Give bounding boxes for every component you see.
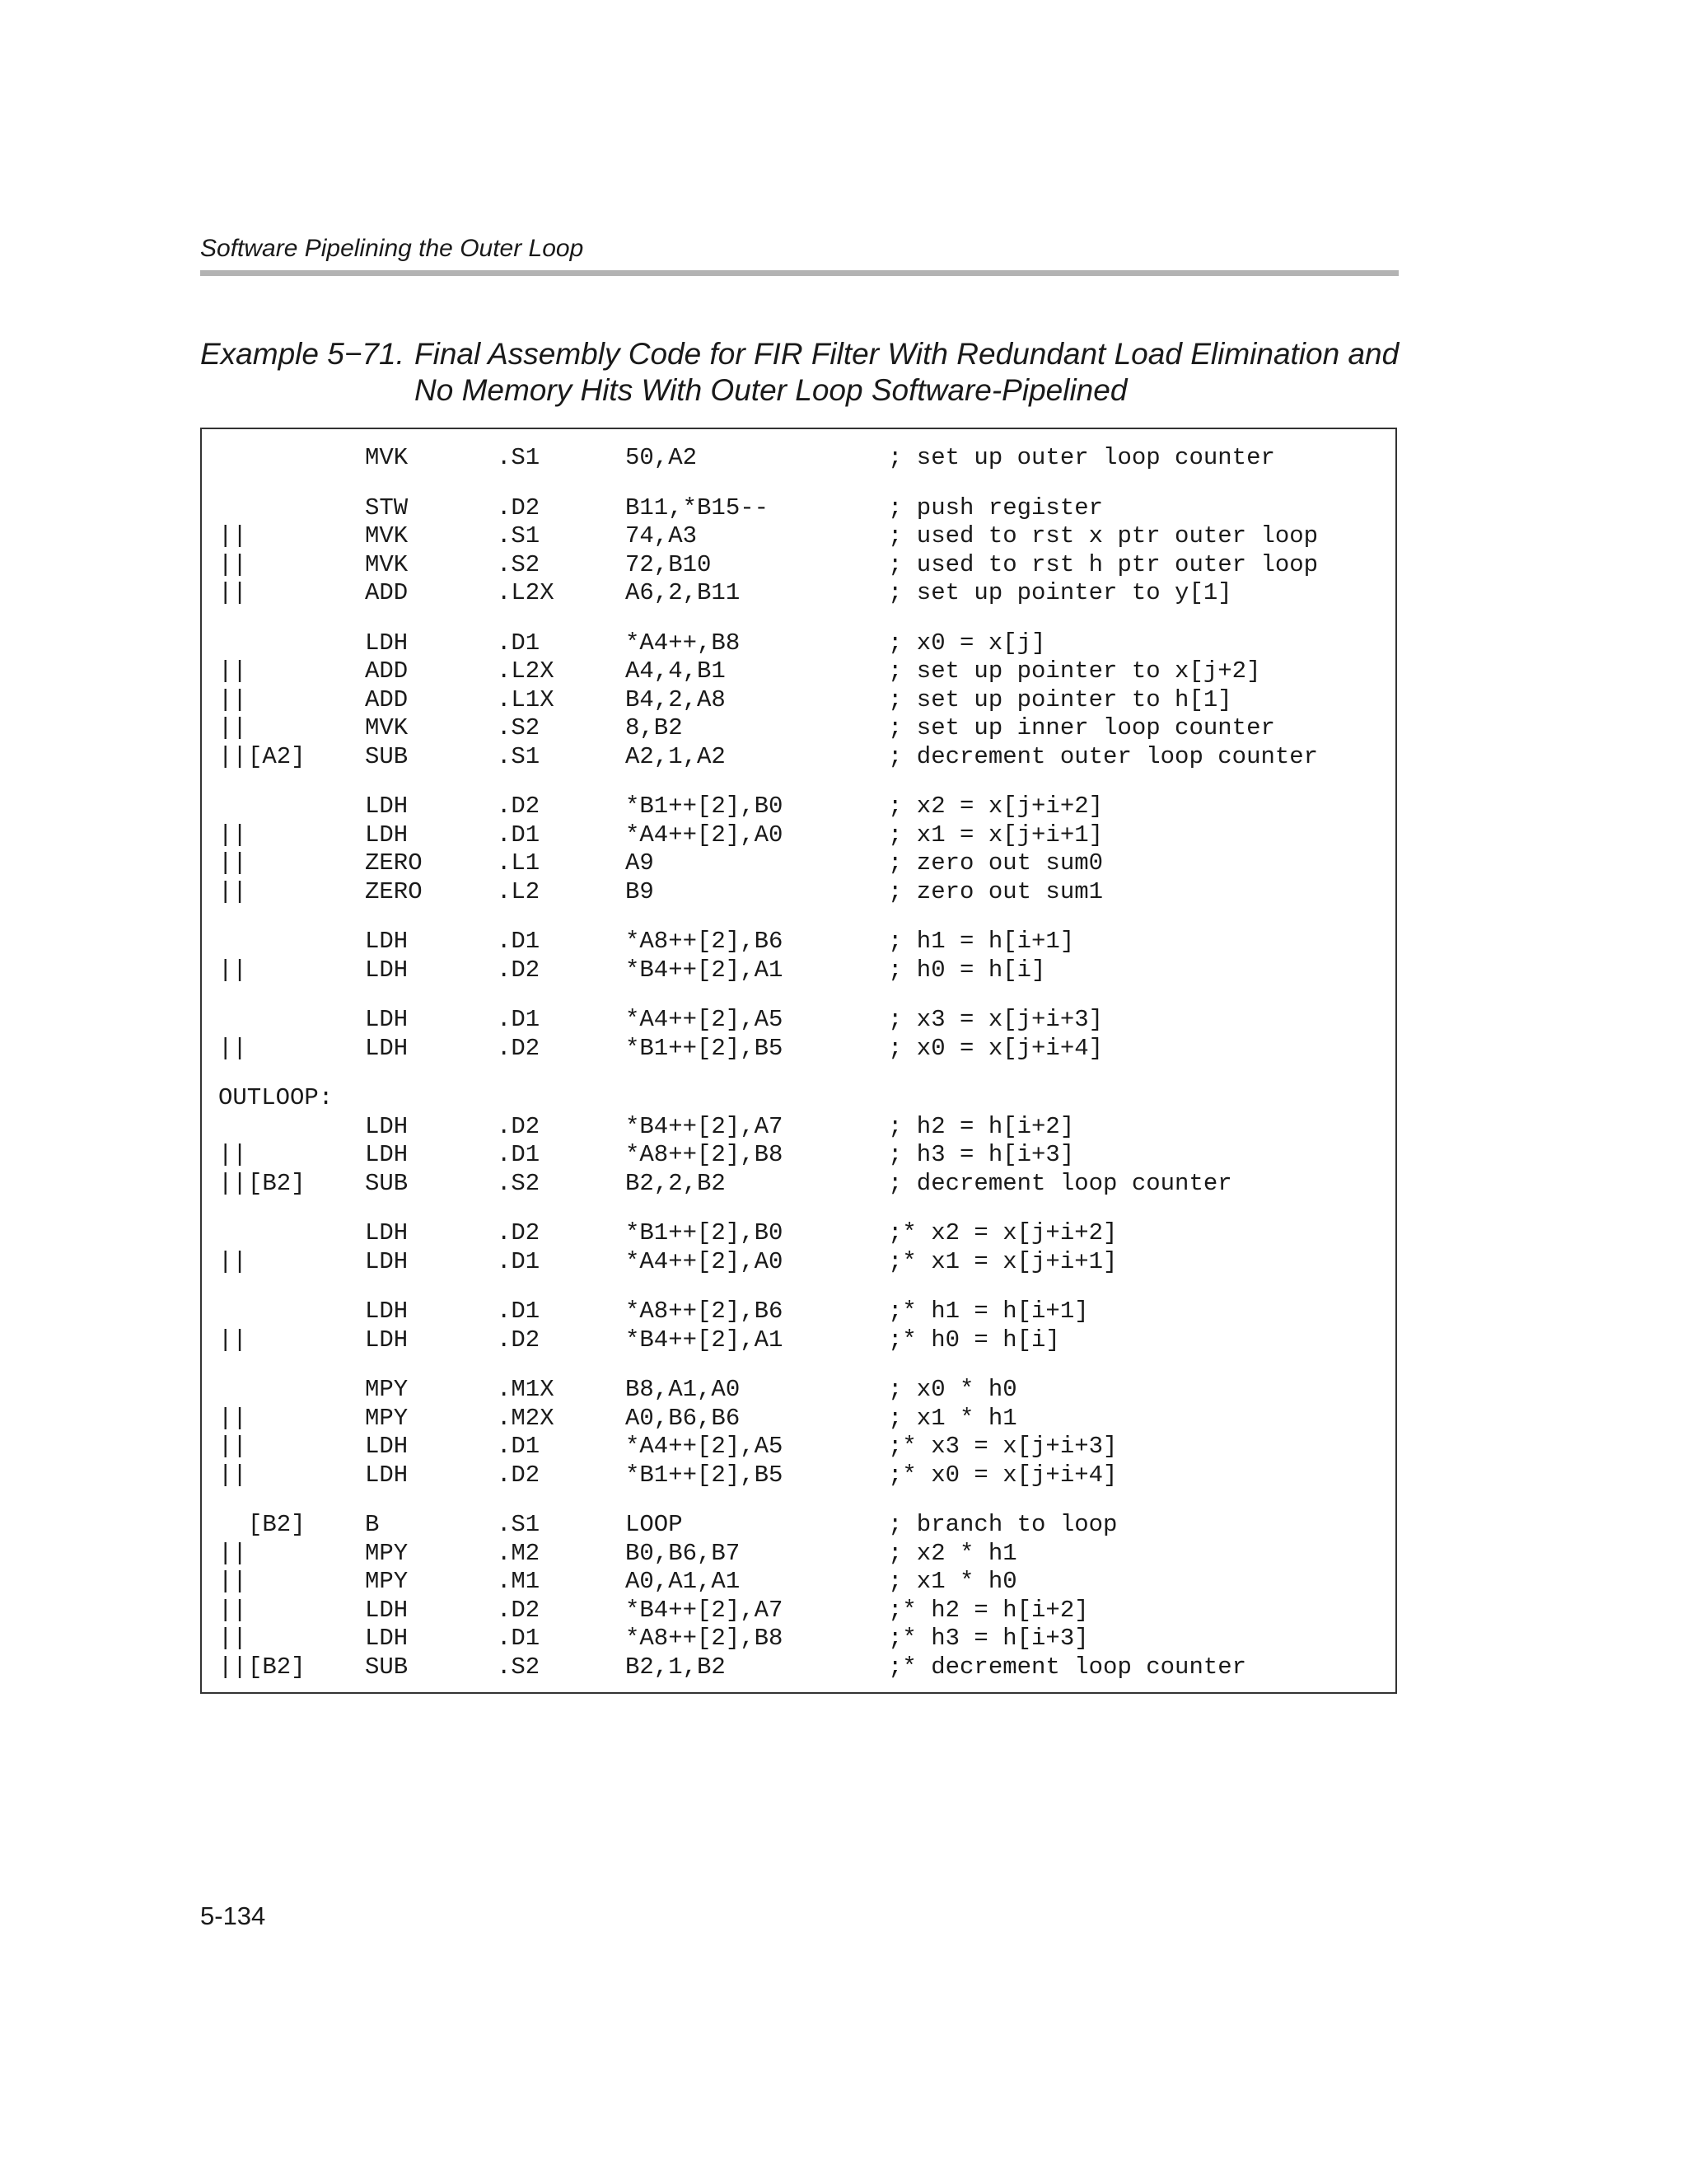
operands: LOOP <box>625 1511 683 1538</box>
code-comment: ; x1 * h0 <box>888 1568 1017 1595</box>
code-comment: ;* decrement loop counter <box>888 1653 1247 1681</box>
parallel-bars: || <box>218 1653 247 1681</box>
parallel-bars: || <box>218 1433 247 1460</box>
operands: A9 <box>625 849 654 877</box>
functional-unit: .D1 <box>497 1006 540 1033</box>
functional-unit: .M2X <box>497 1404 554 1432</box>
operands: B11,*B15-- <box>625 493 769 521</box>
instruction-mnemonic: ADD <box>365 579 409 606</box>
functional-unit: .D2 <box>497 956 540 984</box>
code-comment: ; h0 = h[i] <box>888 956 1046 984</box>
code-comment: ; set up pointer to x[j+2] <box>888 657 1261 685</box>
operands: *A4++[2],A0 <box>625 821 783 849</box>
operands: *B4++[2],A7 <box>625 1596 783 1624</box>
parallel-bars: || <box>218 579 247 606</box>
instruction-mnemonic: LDH <box>365 1247 409 1275</box>
code-comment: ; x1 * h1 <box>888 1404 1017 1432</box>
instruction-mnemonic: LDH <box>365 1219 409 1246</box>
instruction-mnemonic: MVK <box>365 714 409 741</box>
operands: *B1++[2],B0 <box>625 1219 783 1246</box>
code-comment: ; used to rst h ptr outer loop <box>888 550 1319 578</box>
functional-unit: .D2 <box>497 1596 540 1624</box>
code-comment: ;* h3 = h[i+3] <box>888 1625 1089 1652</box>
condition-register: [B2] <box>248 1169 306 1197</box>
functional-unit: .D2 <box>497 493 540 521</box>
functional-unit: .M2 <box>497 1539 540 1567</box>
operands: *A8++[2],B8 <box>625 1141 783 1168</box>
instruction-mnemonic: LDH <box>365 629 409 657</box>
code-comment: ;* x2 = x[j+i+2] <box>888 1219 1118 1246</box>
parallel-bars: || <box>218 1568 247 1595</box>
instruction-mnemonic: MVK <box>365 522 409 550</box>
code-listing-box <box>200 428 1397 1694</box>
instruction-mnemonic: LDH <box>365 1034 409 1062</box>
parallel-bars: || <box>218 657 247 685</box>
code-comment: ; zero out sum0 <box>888 849 1104 877</box>
functional-unit: .D1 <box>497 1433 540 1460</box>
functional-unit: .S1 <box>497 522 540 550</box>
code-comment: ;* h0 = h[i] <box>888 1326 1060 1354</box>
caption-label: Example 5−71. <box>200 337 404 371</box>
operands: A4,4,B1 <box>625 657 726 685</box>
operands: *A4++[2],A0 <box>625 1247 783 1275</box>
instruction-mnemonic: ZERO <box>365 877 423 905</box>
code-comment: ; x2 * h1 <box>888 1539 1017 1567</box>
code-comment: ;* h1 = h[i+1] <box>888 1298 1089 1325</box>
instruction-mnemonic: MVK <box>365 444 409 471</box>
code-comment: ;* x1 = x[j+i+1] <box>888 1247 1118 1275</box>
operands: B0,B6,B7 <box>625 1539 741 1567</box>
code-comment: ; h1 = h[i+1] <box>888 928 1075 955</box>
parallel-bars: || <box>218 1141 247 1168</box>
code-comment: ;* h2 = h[i+2] <box>888 1596 1089 1624</box>
parallel-bars: || <box>218 956 247 984</box>
functional-unit: .D1 <box>497 1625 540 1652</box>
running-header: Software Pipelining the Outer Loop <box>200 235 584 262</box>
functional-unit: .D1 <box>497 1298 540 1325</box>
functional-unit: .D2 <box>497 1461 540 1489</box>
parallel-bars: || <box>218 742 247 770</box>
parallel-bars: || <box>218 714 247 741</box>
parallel-bars: || <box>218 1404 247 1432</box>
functional-unit: .L2X <box>497 657 554 685</box>
operands: 74,A3 <box>625 522 698 550</box>
instruction-mnemonic: LDH <box>365 956 409 984</box>
parallel-bars: || <box>218 849 247 877</box>
operands: *A4++[2],A5 <box>625 1433 783 1460</box>
instruction-mnemonic: LDH <box>365 1625 409 1652</box>
caption-title-line-2: No Memory Hits With Outer Loop Software-Pipelined <box>414 373 1128 407</box>
parallel-bars: || <box>218 1169 247 1197</box>
instruction-mnemonic: MVK <box>365 550 409 578</box>
code-comment: ; set up pointer to y[1] <box>888 579 1232 606</box>
instruction-mnemonic: LDH <box>365 1141 409 1168</box>
instruction-mnemonic: LDH <box>365 1298 409 1325</box>
condition-register: [A2] <box>248 742 306 770</box>
instruction-mnemonic: B <box>365 1511 380 1538</box>
operands: A0,B6,B6 <box>625 1404 741 1432</box>
functional-unit: .D1 <box>497 1141 540 1168</box>
operands: *B1++[2],B5 <box>625 1461 783 1489</box>
instruction-mnemonic: MPY <box>365 1568 409 1595</box>
functional-unit: .D2 <box>497 1112 540 1140</box>
functional-unit: .D1 <box>497 928 540 955</box>
instruction-mnemonic: LDH <box>365 1006 409 1033</box>
operands: *B4++[2],A1 <box>625 1326 783 1354</box>
code-comment: ; x1 = x[j+i+1] <box>888 821 1104 849</box>
caption-title-line-1: Final Assembly Code for FIR Filter With Redundant Load Elimination and <box>414 337 1400 371</box>
operands: B4,2,A8 <box>625 685 726 713</box>
functional-unit: .S1 <box>497 742 540 770</box>
condition-register: [B2] <box>248 1653 306 1681</box>
instruction-mnemonic: SUB <box>365 1653 409 1681</box>
instruction-mnemonic: MPY <box>365 1539 409 1567</box>
operands: 50,A2 <box>625 444 698 471</box>
code-comment: ; x0 = x[j+i+4] <box>888 1034 1104 1062</box>
code-comment: ; decrement outer loop counter <box>888 742 1319 770</box>
operands: *B1++[2],B0 <box>625 793 783 820</box>
operands: A0,A1,A1 <box>625 1568 741 1595</box>
code-label: OUTLOOP: <box>218 1084 334 1111</box>
functional-unit: .D2 <box>497 1326 540 1354</box>
parallel-bars: || <box>218 1326 247 1354</box>
instruction-mnemonic: LDH <box>365 793 409 820</box>
operands: B2,2,B2 <box>625 1169 726 1197</box>
operands: *A4++[2],A5 <box>625 1006 783 1033</box>
code-comment: ; set up outer loop counter <box>888 444 1275 471</box>
parallel-bars: || <box>218 685 247 713</box>
instruction-mnemonic: SUB <box>365 1169 409 1197</box>
functional-unit: .L2 <box>497 877 540 905</box>
operands: *B1++[2],B5 <box>625 1034 783 1062</box>
functional-unit: .S1 <box>497 444 540 471</box>
code-comment: ; set up pointer to h[1] <box>888 685 1232 713</box>
parallel-bars: || <box>218 1034 247 1062</box>
operands: *A8++[2],B6 <box>625 928 783 955</box>
functional-unit: .L1X <box>497 685 554 713</box>
functional-unit: .M1 <box>497 1568 540 1595</box>
instruction-mnemonic: ADD <box>365 685 409 713</box>
functional-unit: .D1 <box>497 1247 540 1275</box>
instruction-mnemonic: STW <box>365 493 409 521</box>
functional-unit: .S2 <box>497 1653 540 1681</box>
operands: 8,B2 <box>625 714 683 741</box>
code-comment: ; push register <box>888 493 1104 521</box>
parallel-bars: || <box>218 1625 247 1652</box>
functional-unit: .D2 <box>497 1034 540 1062</box>
code-comment: ; x0 * h0 <box>888 1376 1017 1403</box>
operands: B9 <box>625 877 654 905</box>
code-comment: ; zero out sum1 <box>888 877 1104 905</box>
page-number: 5-134 <box>200 1901 266 1930</box>
operands: *A4++,B8 <box>625 629 741 657</box>
parallel-bars: || <box>218 1596 247 1624</box>
instruction-mnemonic: LDH <box>365 821 409 849</box>
operands: B2,1,B2 <box>625 1653 726 1681</box>
parallel-bars: || <box>218 821 247 849</box>
header-rule <box>200 270 1399 276</box>
parallel-bars: || <box>218 877 247 905</box>
parallel-bars: || <box>218 522 247 550</box>
operands: A6,2,B11 <box>625 579 741 606</box>
code-comment: ; x2 = x[j+i+2] <box>888 793 1104 820</box>
code-comment: ; h2 = h[i+2] <box>888 1112 1075 1140</box>
condition-register: [B2] <box>248 1511 306 1538</box>
functional-unit: .S2 <box>497 714 540 741</box>
instruction-mnemonic: LDH <box>365 928 409 955</box>
instruction-mnemonic: LDH <box>365 1326 409 1354</box>
functional-unit: .M1X <box>497 1376 554 1403</box>
instruction-mnemonic: MPY <box>365 1376 409 1403</box>
instruction-mnemonic: MPY <box>365 1404 409 1432</box>
instruction-mnemonic: LDH <box>365 1112 409 1140</box>
instruction-mnemonic: SUB <box>365 742 409 770</box>
code-comment: ; h3 = h[i+3] <box>888 1141 1075 1168</box>
functional-unit: .L2X <box>497 579 554 606</box>
operands: *A8++[2],B6 <box>625 1298 783 1325</box>
code-comment: ;* x3 = x[j+i+3] <box>888 1433 1118 1460</box>
parallel-bars: || <box>218 1247 247 1275</box>
functional-unit: .D1 <box>497 821 540 849</box>
operands: A2,1,A2 <box>625 742 726 770</box>
code-comment: ;* x0 = x[j+i+4] <box>888 1461 1118 1489</box>
operands: *A8++[2],B8 <box>625 1625 783 1652</box>
code-comment: ; decrement loop counter <box>888 1169 1232 1197</box>
operands: B8,A1,A0 <box>625 1376 741 1403</box>
operands: *B4++[2],A7 <box>625 1112 783 1140</box>
functional-unit: .D2 <box>497 1219 540 1246</box>
parallel-bars: || <box>218 1539 247 1567</box>
code-comment: ; x0 = x[j] <box>888 629 1046 657</box>
instruction-mnemonic: LDH <box>365 1433 409 1460</box>
code-comment: ; x3 = x[j+i+3] <box>888 1006 1104 1033</box>
functional-unit: .S2 <box>497 550 540 578</box>
functional-unit: .S1 <box>497 1511 540 1538</box>
instruction-mnemonic: LDH <box>365 1596 409 1624</box>
functional-unit: .D2 <box>497 793 540 820</box>
operands: *B4++[2],A1 <box>625 956 783 984</box>
instruction-mnemonic: ADD <box>365 657 409 685</box>
instruction-mnemonic: ZERO <box>365 849 423 877</box>
parallel-bars: || <box>218 550 247 578</box>
code-comment: ; set up inner loop counter <box>888 714 1275 741</box>
operands: 72,B10 <box>625 550 712 578</box>
instruction-mnemonic: LDH <box>365 1461 409 1489</box>
parallel-bars: || <box>218 1461 247 1489</box>
code-comment: ; branch to loop <box>888 1511 1118 1538</box>
code-comment: ; used to rst x ptr outer loop <box>888 522 1319 550</box>
functional-unit: .S2 <box>497 1169 540 1197</box>
functional-unit: .D1 <box>497 629 540 657</box>
functional-unit: .L1 <box>497 849 540 877</box>
